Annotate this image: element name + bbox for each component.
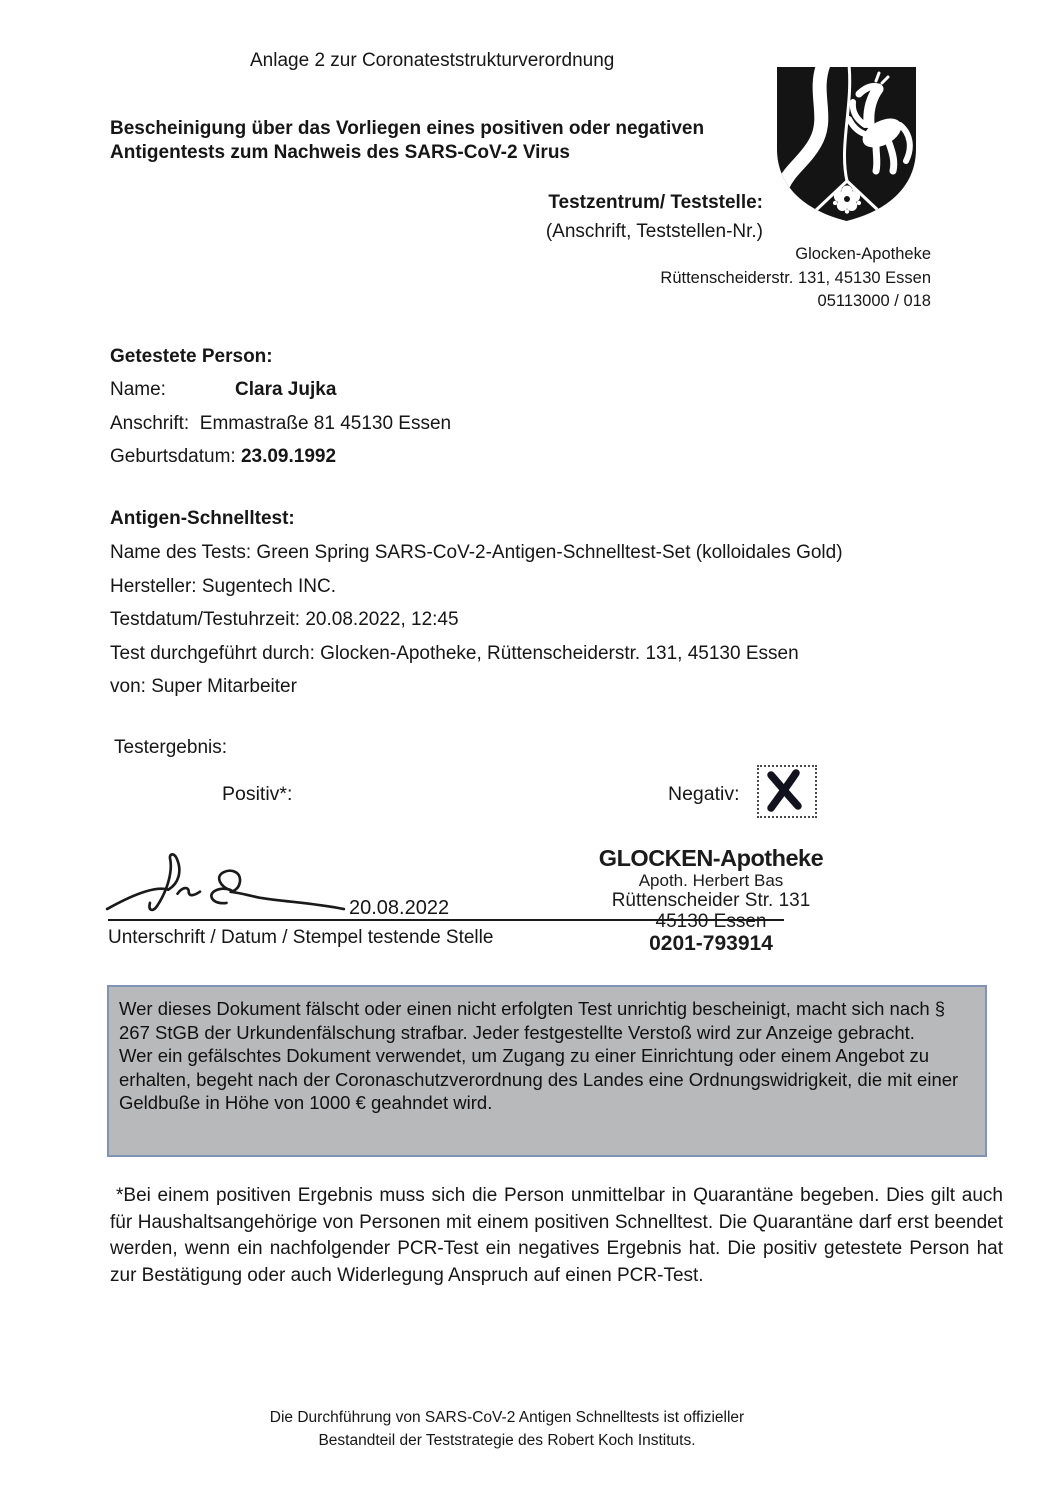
quarantine-note: *Bei einem positiven Ergebnis muss sich die Person unmittelbar in Quarantäne begeben. Dies gilt auch für Haushaltsangehörige von Personen mit einem positiven Schnelltest. Die Quarantäne darf erst beendet werden, wenn ein nachfolgender PCR-Test ein negatives Ergebnis hat. Die positiv getestete Person hat zur Bestätigung oder auch Widerlegung Anspruch auf einen PCR-Test.: [110, 1185, 1003, 1286]
negative-checkbox: [757, 765, 817, 818]
document-title: [110, 117, 704, 165]
test-center-address-block: [660, 243, 931, 314]
stamp-pharmacist: Apoth. Herbert Bas: [638, 871, 784, 890]
test-datetime-row: Testdatum/Testuhrzeit: 20.08.2022, 12:45: [110, 609, 459, 630]
footer-line1: Die Durchführung von SARS-CoV-2 Antigen Schnelltests ist offizieller: [269, 1409, 745, 1426]
person-section-heading: Getestete Person:: [110, 346, 273, 367]
person-address-value: Emmastraße 81 45130 Essen: [199, 413, 452, 434]
signature-caption: Unterschrift / Datum / Stempel testende Stelle: [108, 927, 494, 948]
person-name-label: Name:: [110, 379, 166, 400]
document-title-line2: Antigentests zum Nachweis des SARS-CoV-2 Virus: [110, 142, 570, 163]
person-address-row: [110, 413, 451, 435]
test-name-row: Name des Tests: Green Spring SARS-CoV-2-Antigen-Schnelltest-Set (kolloidales Gold): [110, 542, 843, 563]
footer-line2: Bestandteil der Teststrategie des Robert Koch Instituts.: [318, 1432, 696, 1449]
test-center-sublabel: (Anschrift, Teststellen-Nr.): [545, 221, 763, 242]
legal-warning-paragraph2: Wer ein gefälschtes Dokument verwendet, um Zugang zu einer Einrichtung oder einem Angebot zu erhalten, begeht nach der Coronaschutzverordnung des Landes eine Ordnungswidrigkeit, die mit einer Geldbuße in Höhe von 1000 € geahndet wird.: [119, 1045, 959, 1113]
result-heading: Testergebnis:: [114, 737, 228, 758]
test-center-label: Testzentrum/ Teststelle:: [548, 192, 763, 213]
pharmacy-stamp: [592, 845, 830, 956]
signature-scribble: [104, 844, 349, 927]
result-negative-label: Negativ:: [668, 783, 740, 805]
legal-warning-paragraph1: Wer dieses Dokument fälscht oder einen nicht erfolgten Test unrichtig bescheinigt, macht sich nach § 267 StGB der Urkundenfälschung strafbar. Jeder festgestellte Verstoß wird zur Anzeige gebracht.: [119, 998, 946, 1043]
person-address-label: Anschrift:: [110, 413, 190, 434]
test-performed-by-person-row: von: Super Mitarbeiter: [110, 676, 297, 697]
person-birthdate-row: [110, 446, 336, 468]
test-manufacturer-row: Hersteller: Sugentech INC.: [110, 576, 336, 597]
test-center-number: 05113000 / 018: [817, 292, 931, 310]
footer: [0, 1406, 1014, 1452]
person-birthdate-label: Geburtsdatum:: [110, 446, 236, 467]
stamp-name: GLOCKEN-Apotheke: [598, 845, 824, 871]
result-positive-label: Positiv*:: [222, 783, 293, 805]
legal-warning-box: [107, 985, 987, 1157]
stamp-street: Rüttenscheider Str. 131: [611, 890, 811, 911]
person-birthdate-value: 23.09.1992: [240, 446, 337, 467]
test-performed-by-row: Test durchgeführt durch: Glocken-Apotheke, Rüttenscheiderstr. 131, 45130 Essen: [110, 643, 799, 664]
annex-note: Anlage 2 zur Coronateststrukturverordnung: [250, 50, 615, 71]
person-name-value: Clara Jujka: [235, 379, 337, 400]
stamp-city: 45130 Essen: [655, 911, 767, 932]
signature-date: 20.08.2022: [349, 897, 450, 919]
person-name-row: [110, 379, 336, 401]
test-center-street: Rüttenscheiderstr. 131, 45130 Essen: [660, 268, 931, 287]
test-center-name: Glocken-Apotheke: [795, 245, 931, 263]
test-section-heading: Antigen-Schnelltest:: [110, 508, 295, 529]
stamp-phone: 0201-793914: [649, 932, 773, 955]
nrw-coat-of-arms-icon: [769, 60, 925, 228]
document-title-line1: Bescheinigung über das Vorliegen eines positiven oder negativen: [110, 118, 705, 139]
